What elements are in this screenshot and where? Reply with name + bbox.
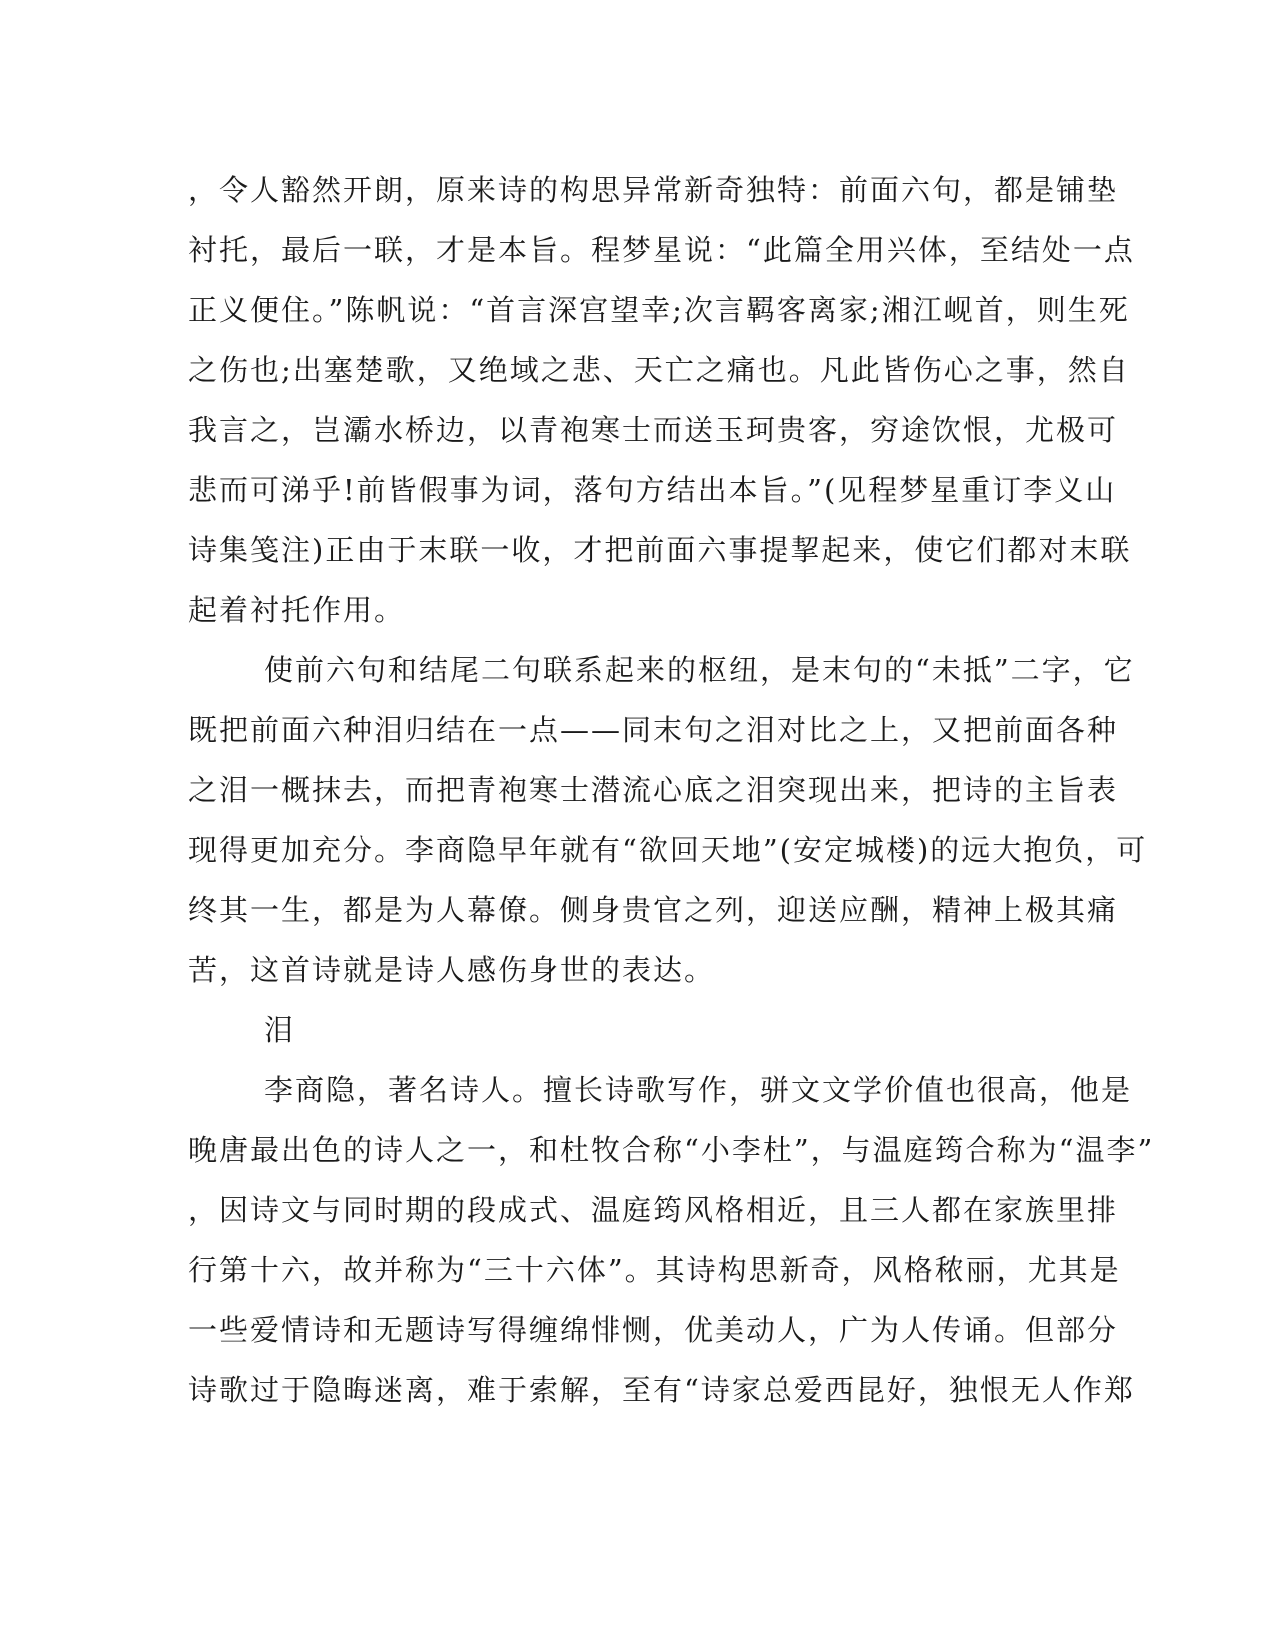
text-line: ，令人豁然开朗，原来诗的构思异常新奇独特：前面六句，都是铺垫 xyxy=(188,173,1119,207)
text-line: 衬托，最后一联，才是本旨。程梦星说：“此篇全用兴体，至结处一点 xyxy=(188,233,1135,267)
section-heading: 泪 xyxy=(264,1013,296,1047)
text-line: ，因诗文与同时期的段成式、温庭筠风格相近，且三人都在家族里排 xyxy=(188,1193,1119,1227)
text-line: 诗歌过于隐晦迷离，难于索解，至有“诗家总爱西昆好，独恨无人作郑 xyxy=(188,1373,1135,1407)
body-text xyxy=(188,160,1155,1420)
text-line: 正义便住。”陈帆说：“首言深宫望幸;次言羁客离家;湘江岘首，则生死 xyxy=(188,293,1130,327)
text-line: 之伤也;出塞楚歌，又绝域之悲、天亡之痛也。凡此皆伤心之事，然自 xyxy=(188,353,1130,387)
text-line: 苦，这首诗就是诗人感伤身世的表达。 xyxy=(188,953,716,987)
text-line: 现得更加充分。李商隐早年就有“欲回天地”(安定城楼)的远大抱负，可 xyxy=(188,833,1148,867)
text-line: 使前六句和结尾二句联系起来的枢纽，是末句的“未抵”二字，它 xyxy=(264,653,1135,687)
text-line: 起着衬托作用。 xyxy=(188,593,406,627)
text-line: 行第十六，故并称为“三十六体”。其诗构思新奇，风格秾丽，尤其是 xyxy=(188,1253,1121,1287)
text-line: 我言之，岂灞水桥边，以青袍寒士而送玉珂贵客，穷途饮恨，尤极可 xyxy=(188,413,1119,447)
text-line: 诗集笺注)正由于末联一收，才把前面六事提挈起来，使它们都对末联 xyxy=(188,533,1132,567)
text-line: 李商隐，著名诗人。擅长诗歌写作，骈文文学价值也很高，他是 xyxy=(264,1073,1133,1107)
text-line: 悲而可涕乎!前皆假事为词，落句方结出本旨。”(见程梦星重订李义山 xyxy=(188,473,1117,507)
text-line: 晚唐最出色的诗人之一，和杜牧合称“小李杜”，与温庭筠合称为“温李” xyxy=(188,1133,1155,1167)
text-line: 之泪一概抹去，而把青袍寒士潜流心底之泪突现出来，把诗的主旨表 xyxy=(188,773,1119,807)
text-line: 终其一生，都是为人幕僚。侧身贵官之列，迎送应酬，精神上极其痛 xyxy=(188,893,1119,927)
text-line: 一些爱情诗和无题诗写得缠绵悱恻，优美动人，广为人传诵。但部分 xyxy=(188,1313,1119,1347)
text-line: 既把前面六种泪归结在一点——同末句之泪对比之上，又把前面各种 xyxy=(188,713,1119,747)
